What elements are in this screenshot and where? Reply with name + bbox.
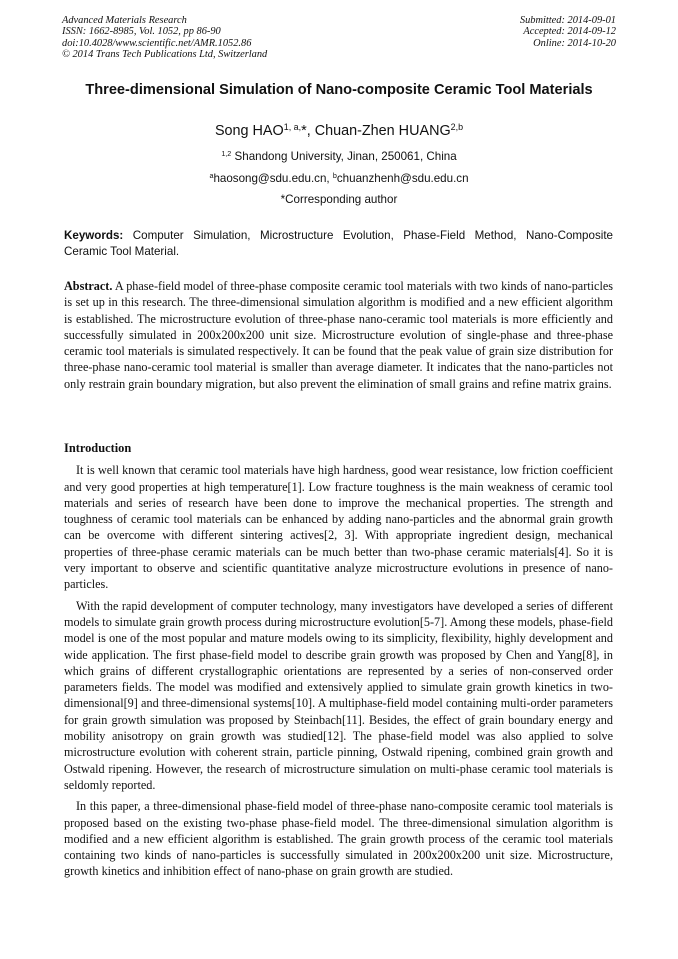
email-separator: , bbox=[326, 172, 333, 185]
email-a-sup: a bbox=[209, 171, 214, 181]
keywords-text: Computer Simulation, Microstructure Evolution, Phase-Field Method, Nano-Composite Ceramic Tool Material. bbox=[64, 229, 613, 258]
paragraph: It is well known that ceramic tool materials have high hardness, good wear resistance, low friction coefficient and very good properties at high temperature[1]. Low fracture toughness is the main weakness of ceramic tool materials and series of research have been done to improve the mechanical properties. The strength and toughness of ceramic tool materials can be enhanced by adding nano-particles and the abnormal grain growth can be overcome with different sintering actives[2, 3]. With appropriate ingredient design, mechanical properties of three-phase ceramic materials can be much better than two-phase ceramic materials[4]. So it is very important to observe and scientific quantitative analyze microstructure evolutions in presence of nano-particles. bbox=[64, 463, 613, 592]
abstract-label: Abstract. bbox=[64, 279, 113, 293]
author-1-name: Song HAO bbox=[214, 123, 284, 139]
accepted-date: Accepted: 2014-09-12 bbox=[523, 26, 616, 38]
paper-title: Three-dimensional Simulation of Nano-composite Ceramic Tool Materials bbox=[85, 82, 593, 98]
author-2-affil-sup: 2,b bbox=[450, 122, 464, 133]
submission-dates bbox=[520, 15, 616, 49]
journal-doi: doi:10.4028/www.scientific.net/AMR.1052.86 bbox=[62, 37, 252, 49]
journal-copyright: © 2014 Trans Tech Publications Ltd, Switzerland bbox=[62, 48, 268, 60]
section-heading: Introduction bbox=[64, 441, 132, 455]
email-a[interactable]: haosong@sdu.edu.cn bbox=[213, 172, 327, 185]
author-line bbox=[60, 121, 618, 141]
introduction-section bbox=[64, 440, 613, 885]
journal-name: Advanced Materials Research bbox=[62, 15, 187, 26]
paragraph: In this paper, a three-dimensional phase-field model of three-phase nano-composite ceramic tool materials is proposed based on the existing two-phase phase-field model. The three-dimensional simulation algorithm is modified and a new efficient algorithm is established. The grain growth process of the ceramic tool materials containing two kinds of nano-particles is successfully simulated in 200x200x200 unit size. Microstructure, growth kinetics and inhibition effect of nano-phase on grain growth are studied. bbox=[64, 799, 613, 879]
author-2-name: Chuan-Zhen HUANG bbox=[314, 123, 451, 139]
affiliation bbox=[60, 150, 618, 164]
journal-info bbox=[62, 15, 267, 60]
author-separator: , bbox=[306, 123, 315, 139]
corresponding-note: *Corresponding author bbox=[280, 193, 398, 206]
email-b-sup: b bbox=[332, 171, 337, 181]
paragraph: With the rapid development of computer technology, many investigators have developed a series of different models to simulate grain growth process during microstructure evolution[5-7]. Among these models, phase-field model is one of the most popular and mature models owing to its simplicity, flexibility, highly development and wide application. The first phase-field model to describe grain growth was proposed by Chen and Yang[8], in which grains of different crystallographic orientations are represented by a series of non-conserved order parameters fields. The model was modified and extensively applied to simulate grain growth kinetics in two-dimensional[9] and three-dimensional systems[10]. A multiphase-field model containing multi-order parameters for grain growth simulation was proposed by Steinbach[11]. Besides, the effect of grain boundary energy and mobility anisotropy on grain growth was studied[12]. The phase-field model was also applied to solve microstructure evolution with coherent strain, particle pinning, Ostwald ripening, combined grain growth and Ostwald ripening. However, the research of microstructure simulation on multi-phase ceramic tool materials is seldomly reported. bbox=[64, 598, 613, 792]
keywords bbox=[64, 228, 613, 259]
submitted-date: Submitted: 2014-09-01 bbox=[519, 15, 616, 26]
email-b[interactable]: chuanzhenh@sdu.edu.cn bbox=[336, 172, 469, 185]
abstract bbox=[64, 278, 613, 397]
corresponding-star: * bbox=[301, 123, 307, 139]
abstract-text: A phase-field model of three-phase composite ceramic tool materials with two kinds of nano-particles is set up in this research. The three-dimensional simulation algorithm is modified and a new efficient algorithm is established. The microstructure evolution of three-phase nano-ceramic tool materials is more efficiently and successfully simulated in 200x200x200 unit size. Microstructure evolution of single-phase and three-phase ceramic tool materials is simulated respectively. It can be found that the peak value of grain size distribution for three-phase nano-ceramic tool material is smaller than average diameter. It indicates that the nano-particles not only restrain grain boundary migration, but also prevent the elimination of small grains and refine matrix grains. bbox=[64, 279, 613, 391]
journal-issn: ISSN: 1662-8985, Vol. 1052, pp 86-90 bbox=[62, 26, 221, 38]
author-emails bbox=[60, 172, 618, 186]
online-date: Online: 2014-10-20 bbox=[533, 37, 616, 49]
keywords-label: Keywords: bbox=[64, 229, 124, 242]
author-1-affil-sup: 1, a, bbox=[283, 122, 302, 133]
affiliation-sup: 1,2 bbox=[221, 149, 232, 159]
affiliation-text: Shandong University, Jinan, 250061, China bbox=[231, 150, 457, 163]
